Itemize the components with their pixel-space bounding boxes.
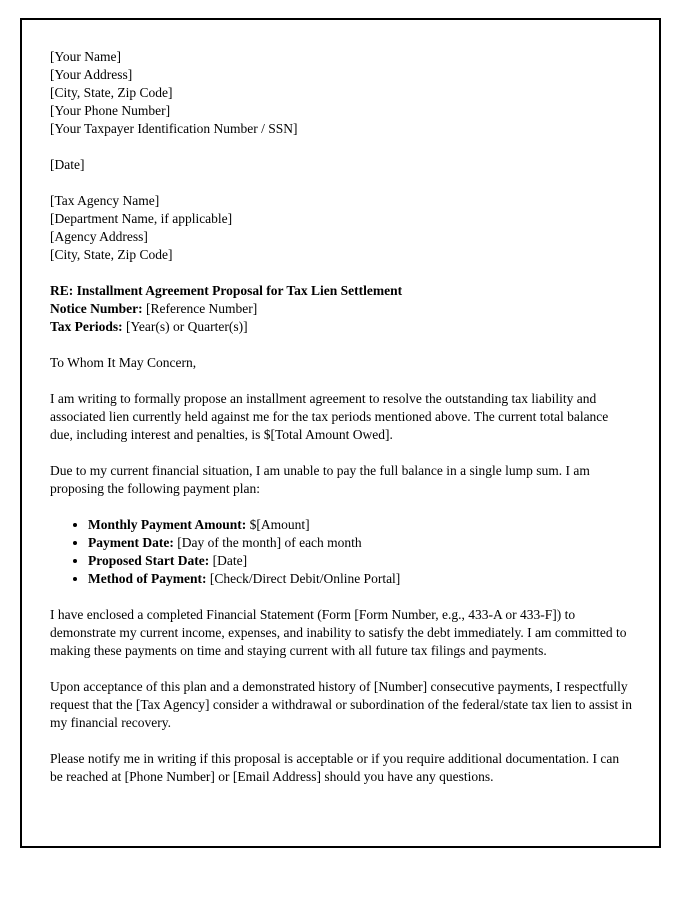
recipient-agency: [Tax Agency Name] (50, 193, 160, 208)
payment-date-label: Payment Date: (88, 535, 174, 550)
letter-date: [Date] (50, 157, 85, 172)
paragraph-financial-statement: I have enclosed a completed Financial Statement (Form [Form Number, e.g., 433-A or 433-F]) to demonstrate my current income, expenses, and inability to satisfy the debt immediately. I am committed to making these payments on time and staying current with all future tax filings and payments. (50, 607, 627, 658)
subject-notice-line (50, 300, 633, 318)
payment-plan-list (50, 516, 633, 588)
letter-document (20, 18, 661, 848)
sender-tin: [Your Taxpayer Identification Number / SSN] (50, 121, 298, 136)
paragraph-closing: Please notify me in writing if this proposal is acceptable or if you require additional documentation. I can be reached at [Phone Number] or [Email Address] should you have any questions. (50, 751, 620, 784)
sender-name: [Your Name] (50, 49, 121, 64)
subject-block (50, 282, 633, 336)
sender-city-state-zip: [City, State, Zip Code] (50, 85, 173, 100)
start-date-label: Proposed Start Date: (88, 553, 210, 568)
date-block (50, 156, 633, 174)
subject-re-text: RE: Installment Agreement Proposal for Tax Lien Settlement (50, 283, 403, 298)
list-item-start-date (88, 552, 633, 570)
recipient-city-state-zip: [City, State, Zip Code] (50, 247, 173, 262)
notice-number-value: [Reference Number] (145, 301, 258, 316)
payment-method-label: Method of Payment: (88, 571, 207, 586)
paragraph-acceptance-request: Upon acceptance of this plan and a demonstrated history of [Number] consecutive payments, I respectfully request that the [Tax Agency] consider a withdrawal or subordination of the federal/state tax lien to assist in my financial recovery. (50, 679, 633, 730)
recipient-department: [Department Name, if applicable] (50, 211, 233, 226)
salutation: To Whom It May Concern, (50, 355, 197, 370)
list-item-payment-date (88, 534, 633, 552)
sender-phone: [Your Phone Number] (50, 103, 171, 118)
list-item-payment-method (88, 570, 633, 588)
sender-block (50, 48, 633, 138)
subject-periods-line (50, 318, 633, 336)
notice-number-label: Notice Number: (50, 301, 143, 316)
tax-periods-value: [Year(s) or Quarter(s)] (126, 319, 248, 334)
letter-content (22, 20, 659, 786)
monthly-amount-label: Monthly Payment Amount: (88, 517, 247, 532)
paragraph-intro: I am writing to formally propose an installment agreement to resolve the outstanding tax liability and associated lien currently held against me for the tax periods mentioned above. The current total balance due, including interest and penalties, is $[Total Amount Owed]. (50, 391, 609, 442)
monthly-amount-value: $[Amount] (249, 517, 310, 532)
start-date-value: [Date] (212, 553, 248, 568)
sender-address: [Your Address] (50, 67, 133, 82)
subject-re-line (50, 282, 633, 300)
payment-method-value: [Check/Direct Debit/Online Portal] (209, 571, 401, 586)
paragraph-situation: Due to my current financial situation, I am unable to pay the full balance in a single lump sum. I am proposing the following payment plan: (50, 463, 590, 496)
payment-date-value: [Day of the month] of each month (177, 535, 362, 550)
tax-periods-label: Tax Periods: (50, 319, 123, 334)
list-item-monthly-amount (88, 516, 633, 534)
recipient-address: [Agency Address] (50, 229, 148, 244)
recipient-block (50, 192, 633, 264)
